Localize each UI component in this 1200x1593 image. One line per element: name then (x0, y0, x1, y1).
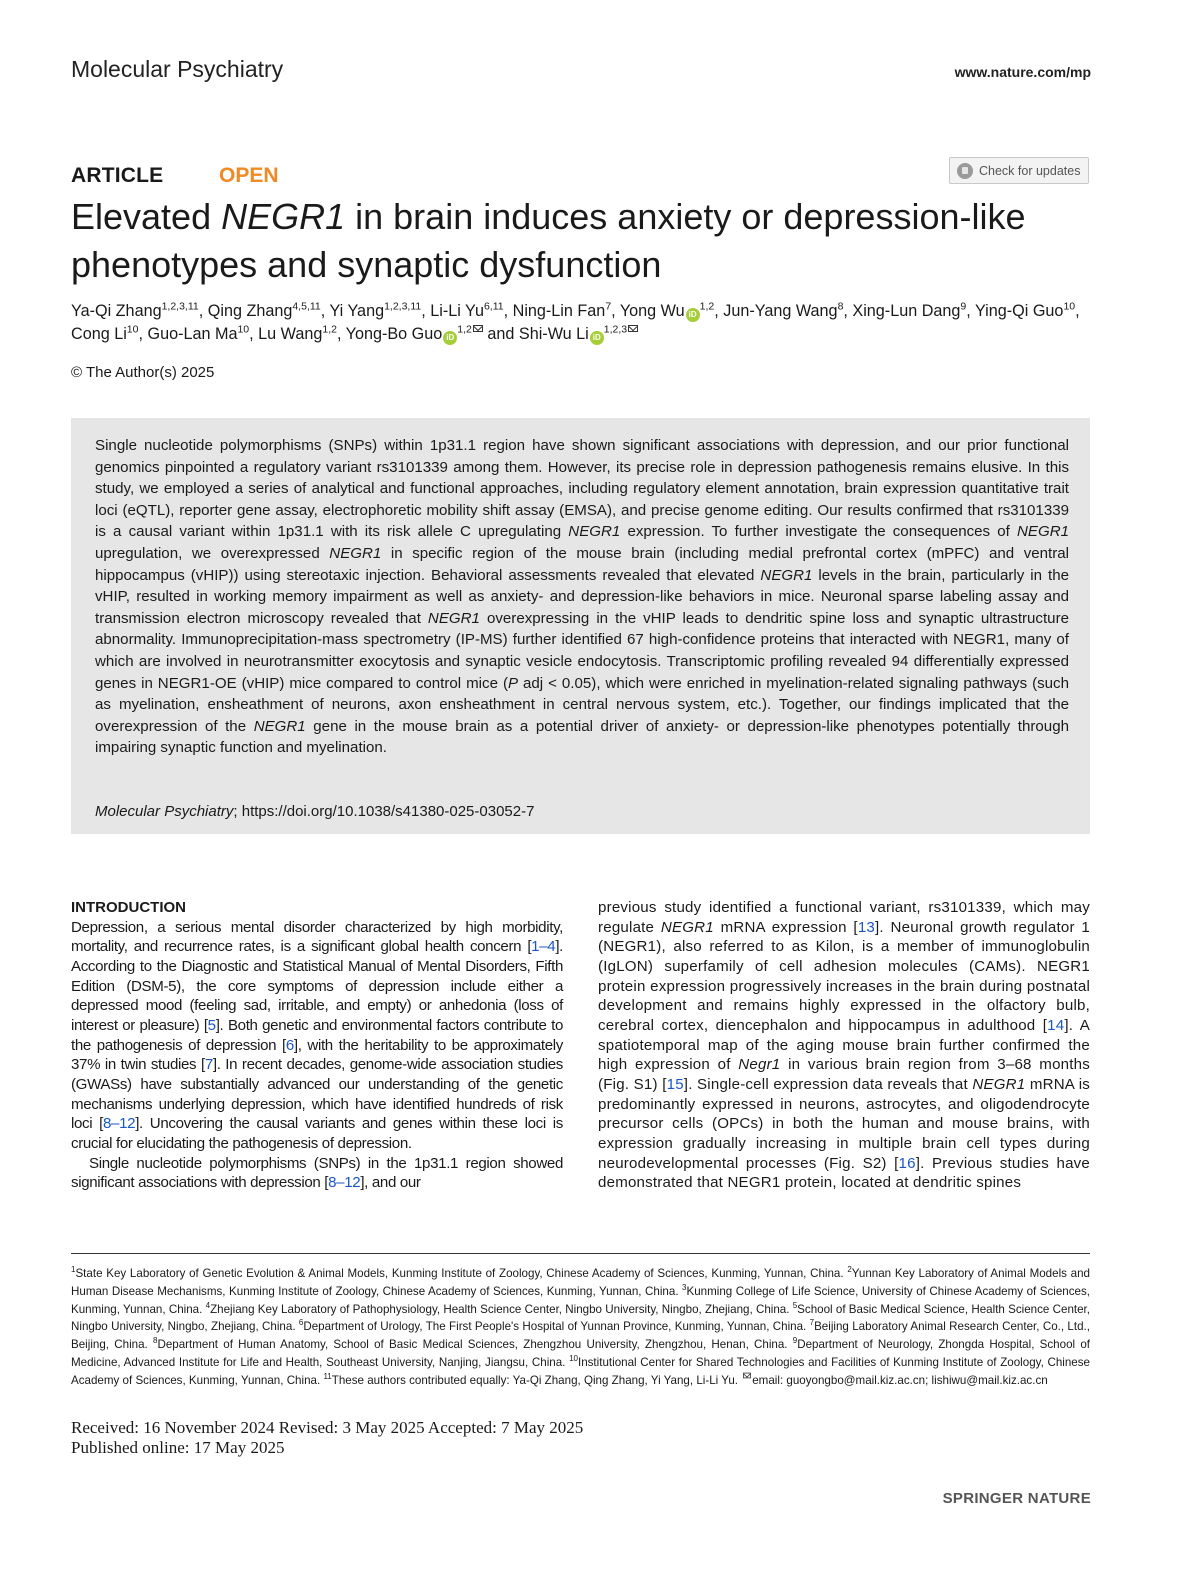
author-list: Ya-Qi Zhang$^{1,2,3,11}$, Qing Zhang$^{4,5,11}$, Yi Yang$^{1,2,3,11}$, Li-Li Yu$^{6,11}$, Ning-Lin Fan$^7$, Yong Wu iD$^{1,2}$, Jun-Yang Wang$^8$, Xing-Lun Dang$^9$, Ying-Qi Guo$^{10}$, Cong Li$^{10}$, Guo-Lan Ma$^{10}$, Lu Wang$^{1,2}$, Yong-Bo Guo iD$^{1,2}$ and Shi-Wu Li iD$^{1,2,3}$ (71, 300, 1080, 343)
affiliation-marker: 4,5,11 (292, 300, 321, 313)
affiliation-number: 9 (792, 1336, 798, 1346)
affiliation-text: Yunnan Key Laboratory of Animal Models and Human Disease Mechanisms, Kunming Institute of Zoology, Chinese Academy of Sciences, Kunming, Yunnan, China. (71, 1267, 1090, 1298)
open-access-label: OPEN (219, 164, 279, 187)
affiliation-text: These authors contributed equally: Ya-Qi Zhang, Qing Zhang, Yi Yang, Li-Li Yu. (331, 1373, 742, 1387)
affiliation-number: 8 (153, 1336, 158, 1346)
affiliation-number: 5 (792, 1300, 798, 1310)
reference-link[interactable]: 8–12 (103, 1115, 136, 1133)
title-gene: NEGR1 (221, 196, 346, 237)
affiliation-marker: 1,2,3 (603, 323, 628, 336)
email-icon (743, 1373, 751, 1379)
published-online: Published online: 17 May 2025 (71, 1438, 285, 1457)
check-for-updates-label: Check for updates (979, 163, 1081, 178)
affiliation-marker: 8 (837, 300, 844, 313)
doi-link[interactable]: ; https://doi.org/10.1038/s41380-025-03052-7 (233, 803, 535, 820)
affiliation-number: 4 (205, 1300, 211, 1310)
journal-name: Molecular Psychiatry (71, 56, 284, 82)
orcid-icon[interactable]: iD (686, 308, 700, 322)
article-type-label: ARTICLE (71, 164, 164, 187)
bookmark-icon (957, 163, 973, 179)
affiliation-marker: 10 (237, 323, 250, 336)
reference-link[interactable]: 14 (1047, 1016, 1065, 1034)
affiliation-marker: 1,2,3,11 (384, 300, 422, 313)
affiliation-marker: 7 (605, 300, 612, 313)
reference-link[interactable]: 15 (666, 1075, 684, 1093)
reference-link[interactable]: 1–4 (531, 938, 556, 956)
affiliation-number: 6 (298, 1318, 304, 1328)
citation-journal: Molecular Psychiatry (95, 803, 234, 820)
author-name: Yong-Bo Guo (345, 324, 443, 343)
author-name: Shi-Wu Li (518, 324, 589, 343)
reference-link[interactable]: 16 (898, 1154, 916, 1172)
author-name: Lu Wang (258, 324, 323, 343)
intro-column-right: previous study identified a functional variant, rs3101339, which may regulate NEGR1 mRNA expression [13]. Neuronal growth regulator 1 (NEGR1), also referred to as Kilon, is a member of immunoglobulin (IgLON) superfamily of cell adhesion molecules (CAMs). NEGR1 protein expression progressively increases in the brain during postnatal development and remains highly expressed in the olfactory bulb, cerebral cortex, diencephalon and hippocampus in adulthood [14]. A spatiotemporal map of the aging mouse brain further confirmed the high expression of Negr1 in various brain region from 3–68 months (Fig. S1) [15]. Single-cell expression data reveals that NEGR1 mRNA is predominantly expressed in neurons, astrocytes, and oligodendrocyte precursor cells (OPCs) in both the human and mouse brains, with expression gradually increasing in multiple brain cell types during neurodevelopmental processes (Fig. S2) [16]. Previous studies have demonstrated that NEGR1 protein, located at dendritic spines (598, 899, 1091, 1192)
received-revised-accepted: Received: 16 November 2024 Revised: 3 May 2025 Accepted: 7 May 2025 (71, 1418, 584, 1437)
author-name: Jun-Yang Wang (723, 302, 838, 320)
footnote-divider (71, 1253, 1090, 1254)
citation-doi[interactable] (95, 803, 534, 820)
author-name: Cong Li (71, 324, 127, 343)
affiliation-number: 11 (323, 1371, 332, 1381)
affiliation-marker: 6,11 (483, 300, 504, 313)
affiliation-number: 1 (71, 1265, 76, 1275)
check-for-updates-button[interactable] (949, 157, 1089, 184)
affiliation-number: 2 (847, 1265, 852, 1275)
affiliation-marker: 10 (1063, 300, 1076, 313)
reference-link[interactable]: 13 (857, 918, 876, 936)
affiliation-text: Zhejiang Key Laboratory of Pathophysiology, Health Science Center, Ningbo University, Ningbo, Zhejiang, China. (210, 1302, 793, 1316)
affiliation-text: Department of Urology, The First People's Hospital of Yunnan Province, Kunming, Yunnan, China. (303, 1320, 810, 1334)
correspondence-email[interactable]: email: guoyongbo@mail.kiz.ac.cn; lishiwu@mail.kiz.ac.cn (752, 1373, 1048, 1387)
abstract-text: Single nucleotide polymorphisms (SNPs) within 1p31.1 region have shown significant associations with depression, and our prior functional genomics pinpointed a regulatory variant rs3101339 among them. However, its precise role in depression pathogenesis remains elusive. In this study, we employed a series of analytical and functional approaches, including regulatory element annotation, brain expression quantitative trait loci (eQTL), reporter gene assay, electrophoretic mobility shift assay (EMSA), and precise genome editing. Our results confirmed that rs3101339 is a causal variant within 1p31.1 with its risk allele C upregulating NEGR1 expression. To further investigate the consequences of NEGR1 upregulation, we overexpressed NEGR1 in specific region of the mouse brain (including medial prefrontal cortex (mPFC) and ventral hippocampus (vHIP)) using stereotaxic injection. Behavioral assessments revealed that elevated NEGR1 levels in the brain, particularly in the vHIP, resulted in working memory impairment as well as anxiety- and depression-like behaviors in mice. Neuronal sparse labeling assay and transmission electron microscopy revealed that NEGR1 overexpressing in the vHIP leads to dendritic spine loss and synaptic ultrastructure abnormality. Immunoprecipitation-mass spectrometry (IP-MS) further identified 67 high-confidence proteins that interacted with NEGR1, many of which are involved in neurotransmitter exocytosis and synaptic vesicle endocytosis. Transcriptomic profiling revealed 94 differentially expressed genes in NEGR1-OE (vHIP) mice compared to control mice (P adj < 0.05), which were enriched in myelination-related signaling pathways (such as myelination, ensheathment of neurons, axon ensheathment in central nervous system, etc.). Together, our findings implicated that the overexpression of the NEGR1 gene in the mouse brain as a potential driver of anxiety- or depression-like phenotypes potentially through impairing synaptic function and myelination. (95, 437, 1070, 757)
affiliation-text: Beijing Laboratory Animal Research Center, Co., Ltd., Beijing, China. (71, 1320, 1090, 1352)
affiliation-number: 10 (569, 1354, 578, 1364)
email-icon[interactable] (473, 325, 483, 332)
author-name: Qing Zhang (207, 302, 293, 320)
affiliation-number: 7 (809, 1318, 815, 1328)
affiliation-marker: 9 (960, 300, 967, 313)
author-name: Yong Wu (619, 302, 685, 320)
article-title (71, 193, 1101, 289)
affiliation-number: 3 (682, 1282, 687, 1292)
affiliation-text: School of Basic Medical Science, Health Science Center, Ningbo University, Ningbo, Zhejiang, China. (71, 1302, 1091, 1334)
affiliation-text: Department of Human Anatomy, School of Basic Medical Sciences, Zhengzhou University, Zhengzhou, Henan, China. (157, 1338, 793, 1352)
affiliation-marker: 1,2 (322, 323, 337, 336)
paragraph: Single nucleotide polymorphisms (SNPs) in the 1p31.1 region showed significant associations with depression [8–12], and our (71, 1154, 563, 1192)
publisher-logo: SPRINGER NATURE (942, 1490, 1091, 1507)
email-icon[interactable] (628, 325, 638, 332)
affiliation-marker: 1,2 (457, 323, 472, 336)
author-name: Xing-Lun Dang (852, 302, 961, 320)
author-name: Yi Yang (329, 302, 385, 320)
copyright-notice: © The Author(s) 2025 (71, 364, 215, 381)
reference-link[interactable]: 5 (207, 1016, 216, 1034)
reference-link[interactable]: 6 (285, 1036, 294, 1054)
author-name: Ning-Lin Fan (512, 302, 606, 320)
affiliation-marker: 1,2 (699, 300, 715, 313)
affiliation-marker: 10 (126, 323, 139, 336)
affiliation-marker: 1,2,3,11 (161, 300, 199, 313)
title-text-rest: in brain induces anxiety or depression-like phenotypes and synaptic dysfunction (71, 196, 1026, 285)
intro-column-left: INTRODUCTION Depression, a serious mental disorder characterized by high morbidity, mortality, and recurrence rates, is a significant global health concern [1–4]. According to the Diagnostic and Statistical Manual of Mental Disorders, Fifth Edition (DSM-5), the core symptoms of depression include either a depressed mood (feeling sad, irritable, and empty) or anhedonia (loss of interest or pleasure) [5]. Both genetic and environmental factors contribute to the pathogenesis of depression [6], with the heritability to be approximately 37% in twin studies [7]. In recent decades, genome-wide association studies (GWASs) have substantially advanced our understanding of the genetic mechanisms underlying depression, which have identified hundreds of risk loci [8–12]. Uncovering the causal variants and genes within these loci is crucial for elucidating the pathogenesis of depression. Single nucleotide polymorphisms (SNPs) in the 1p31.1 region showed significant associations with depression [8–12], and our (71, 899, 563, 1192)
publication-dates (71, 1418, 583, 1458)
affiliation-text: Kunming College of Life Science, University of Chinese Academy of Sciences, Kunming, Yunnan, China. (71, 1284, 1090, 1316)
author-name: Guo-Lan Ma (147, 324, 238, 343)
affiliation-text: Department of Neurology, Zhongda Hospital, School of Medicine, Advanced Institute for Life and Health, Southeast University, Nanjing, Jiangsu, China. (71, 1338, 1090, 1369)
affiliations (71, 1265, 1090, 1390)
author-name: Ying-Qi Guo (974, 302, 1064, 320)
affiliation-text: Institutional Center for Shared Technologies and Facilities of Kunming Institute of Zoology, Chinese Academy of Sciences, Kunming, Yunnan, China. (71, 1355, 1090, 1387)
reference-link[interactable]: 8–12 (328, 1174, 361, 1192)
orcid-icon[interactable]: iD (590, 331, 604, 345)
journal-website-link[interactable]: www.nature.com/mp (954, 64, 1091, 80)
section-heading-introduction: INTRODUCTION (71, 899, 186, 916)
affiliation-text: State Key Laboratory of Genetic Evolution & Animal Models, Kunming Institute of Zoology, Chinese Academy of Sciences, Kunming, Yunnan, China. (75, 1267, 848, 1280)
author-name: Ya-Qi Zhang (71, 302, 162, 320)
reference-link[interactable]: 7 (204, 1056, 213, 1074)
title-text: Elevated (71, 196, 222, 237)
author-name: Li-Li Yu (430, 302, 484, 320)
orcid-icon[interactable]: iD (443, 331, 457, 345)
